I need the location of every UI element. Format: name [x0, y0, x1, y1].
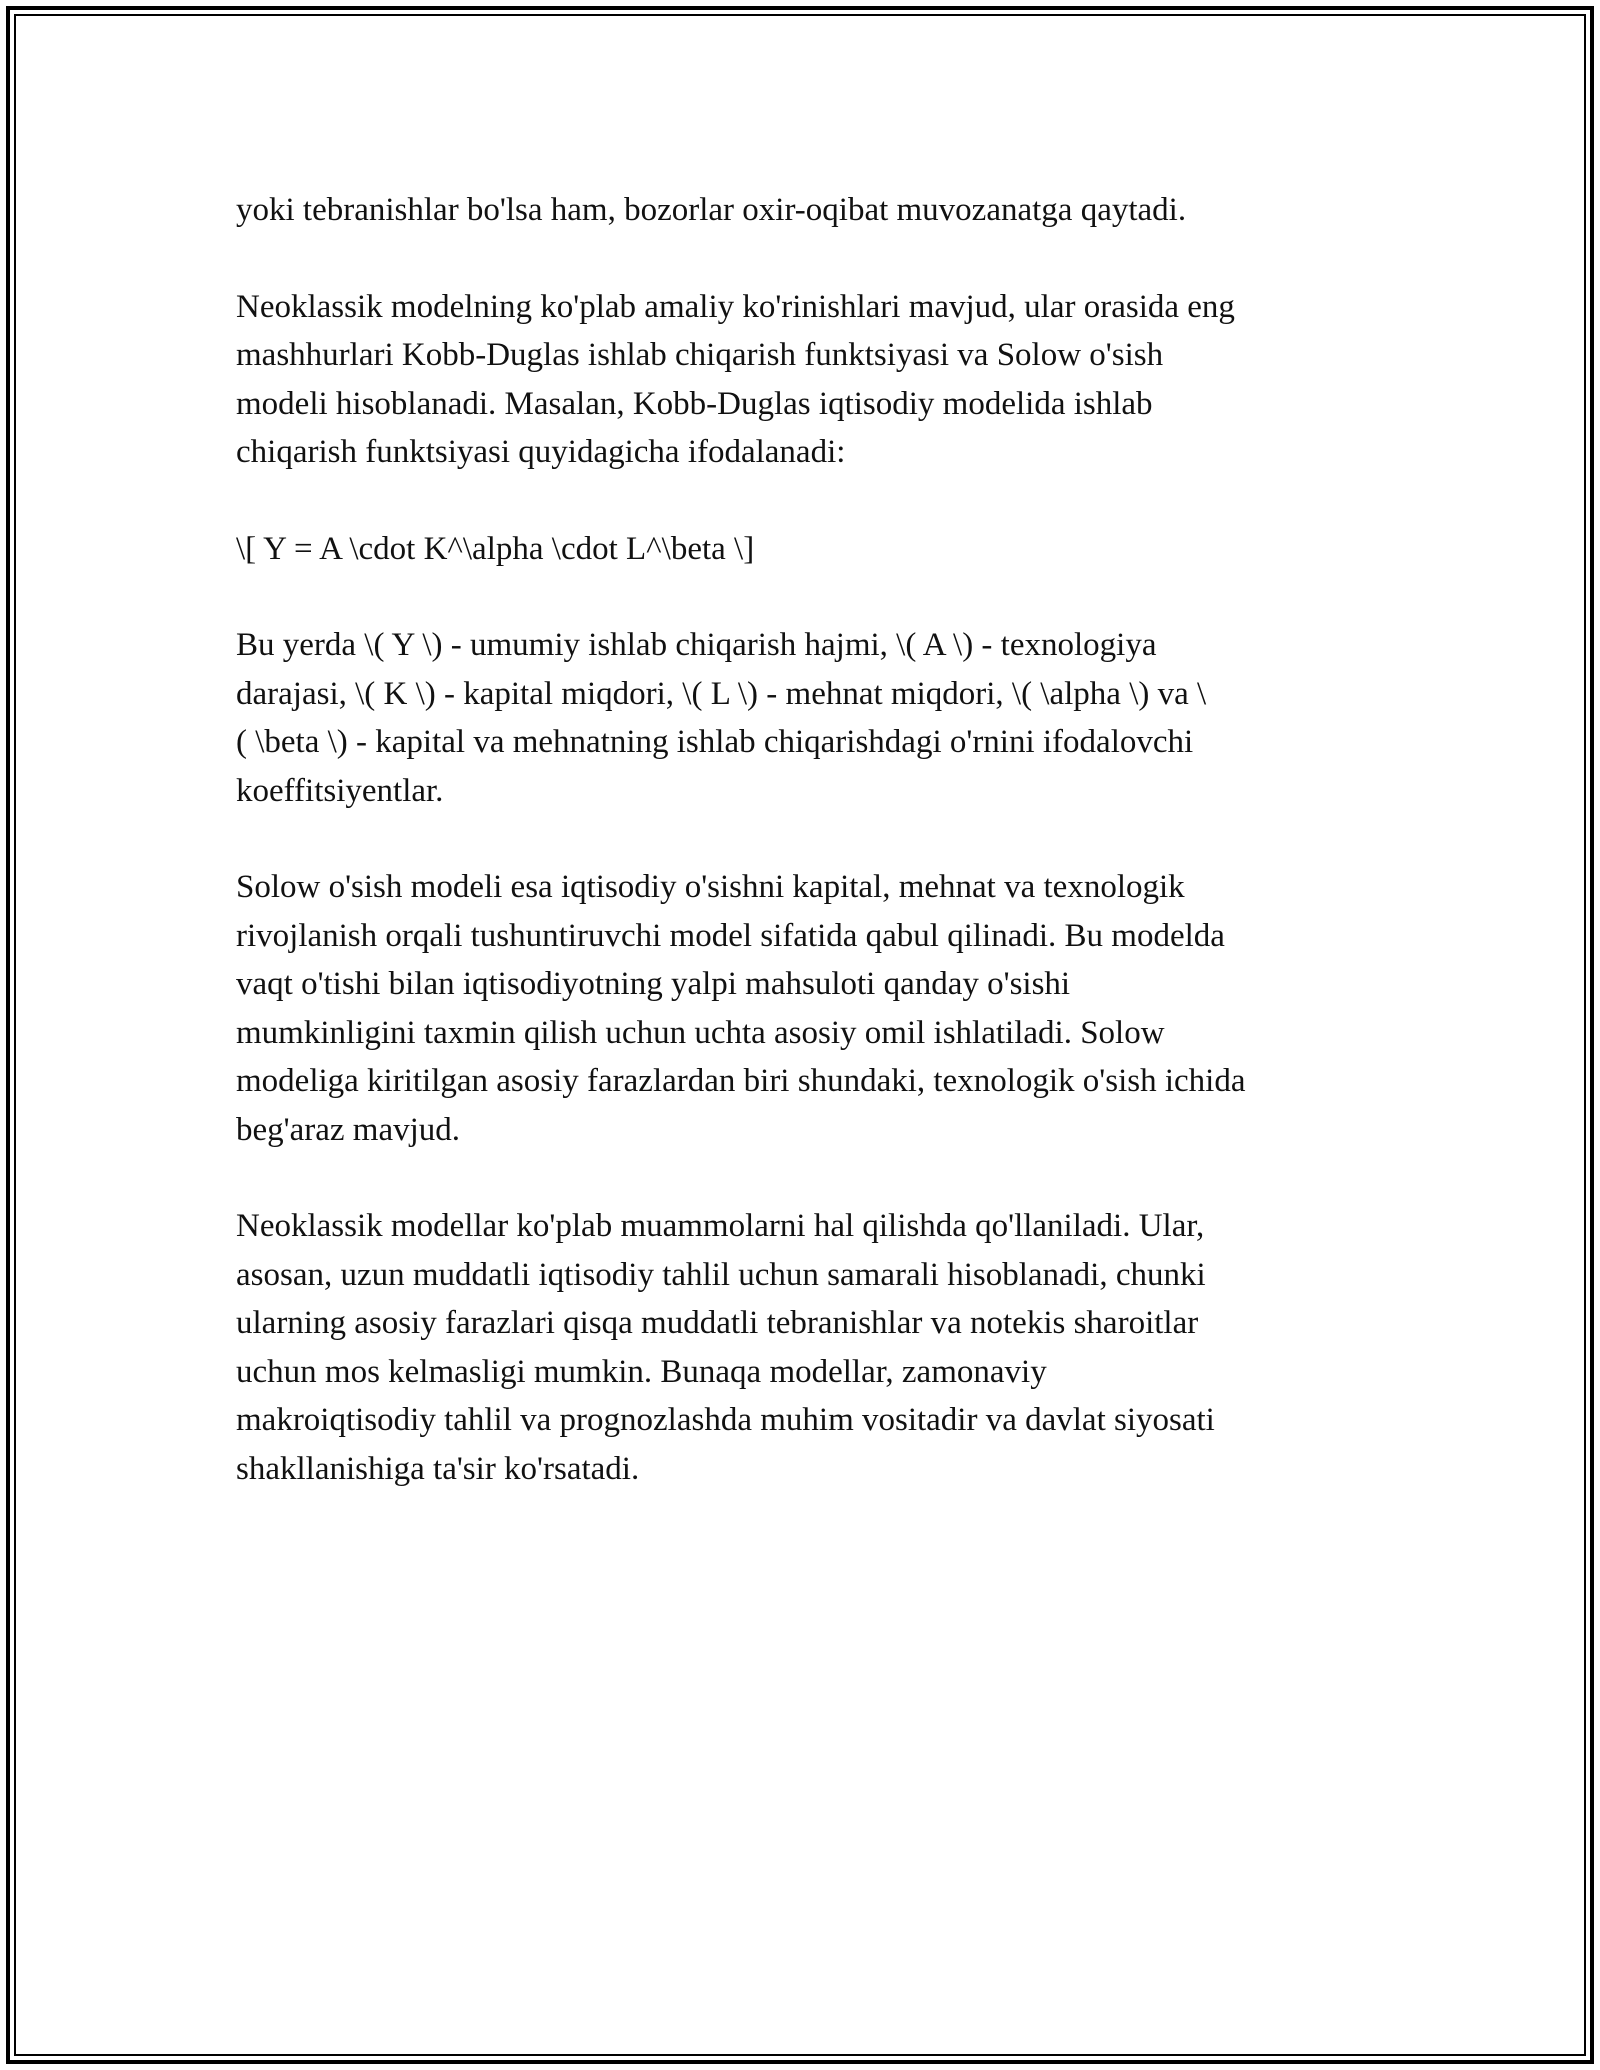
text-line: koeffitsiyentlar.	[236, 772, 444, 809]
document-body	[236, 186, 1376, 1541]
text-line: rivojlanish orqali tushuntiruvchi model sifatida qabul qilinadi. Bu modelda	[236, 917, 1225, 954]
text-line: mashhurlari Kobb-Duglas ishlab chiqarish funktsiyasi va Solow o'sish	[236, 337, 1164, 373]
text-line: beg'araz mavjud.	[236, 1111, 461, 1148]
formula-cobb-douglas	[236, 525, 1376, 574]
text-line: Neoklassik modellar ko'plab muammolarni hal qilishda qo'llaniladi. Ular,	[236, 1208, 1205, 1244]
text-line: darajasi, \( K \) - kapital miqdori, \( L \) - mehnat miqdori, \( \alpha \) va \	[236, 675, 1207, 712]
text-line: shakllanishiga ta'sir ko'rsatadi.	[236, 1450, 640, 1487]
text-line: chiqarish funktsiyasi quyidagicha ifodalanadi:	[236, 434, 846, 470]
text-line: makroiqtisodiy tahlil va prognozlashda muhim vositadir va davlat siyosati	[236, 1402, 1215, 1438]
paragraph-solow-model	[236, 863, 1376, 1154]
text-line: yoki tebranishlar bo'lsa ham, bozorlar oxir-oqibat muvozanatga qaytadi.	[236, 192, 1187, 228]
text-line: modeliga kiritilgan asosiy farazlardan biri shundaki, texnologik o'sish ichida	[236, 1063, 1246, 1099]
text-line: vaqt o'tishi bilan iqtisodiyotning yalpi mahsuloti qanday o'sishi	[236, 966, 1071, 1002]
text-line: ( \beta \) - kapital va mehnatning ishlab chiqarishdagi o'rnini ifodalovchi	[236, 724, 1194, 760]
text-line: modeli hisoblanadi. Masalan, Kobb-Duglas iqtisodiy modelida ishlab	[236, 385, 1153, 422]
text-line: Bu yerda \( Y \) - umumiy ishlab chiqarish hajmi, \( A \) - texnologiya	[236, 627, 1157, 663]
paragraph-applications	[236, 1202, 1376, 1493]
text-line: uchun mos kelmasligi mumkin. Bunaqa modellar, zamonaviy	[236, 1353, 1047, 1390]
paragraph-variable-definitions	[236, 621, 1376, 815]
text-line: Solow o'sish modeli esa iqtisodiy o'sishni kapital, mehnat va texnologik	[236, 869, 1185, 905]
paragraph-neoclassical-models	[236, 283, 1376, 477]
text-line: ularning asosiy farazlari qisqa muddatli tebranishlar va notekis sharoitlar	[236, 1305, 1199, 1341]
text-line: asosan, uzun muddatli iqtisodiy tahlil uchun samarali hisoblanadi, chunki	[236, 1256, 1206, 1293]
formula-line: \[ Y = A \cdot K^\alpha \cdot L^\beta \]	[236, 530, 755, 567]
paragraph-continuation	[236, 186, 1376, 235]
text-line: Neoklassik modelning ko'plab amaliy ko'rinishlari mavjud, ular orasida eng	[236, 288, 1235, 325]
text-line: mumkinligini taxmin qilish uchun uchta asosiy omil ishlatiladi. Solow	[236, 1014, 1165, 1051]
